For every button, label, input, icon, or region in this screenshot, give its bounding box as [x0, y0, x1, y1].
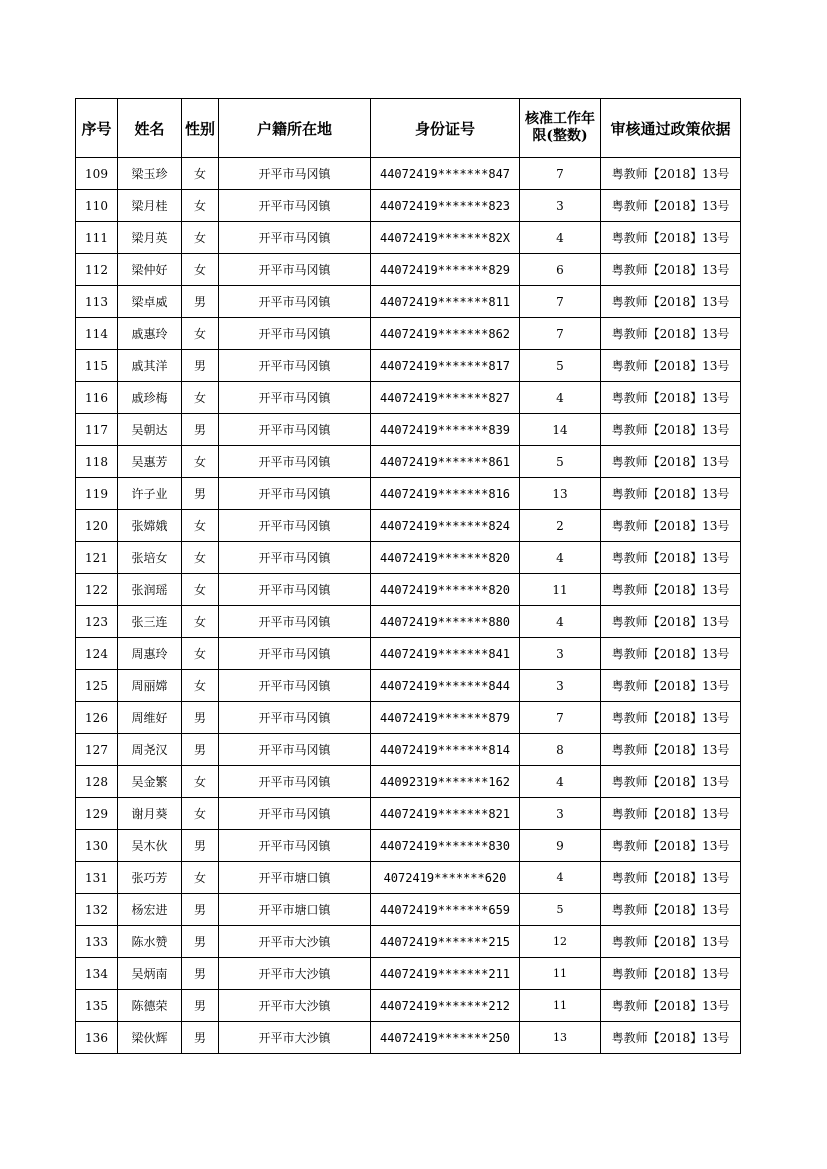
header-residence: 户籍所在地 — [219, 99, 371, 158]
cell-policy-basis: 粤教师【2018】13号 — [601, 318, 741, 350]
cell-gender: 女 — [182, 670, 219, 702]
cell-residence: 开平市马冈镇 — [219, 542, 371, 574]
cell-no: 135 — [76, 990, 118, 1022]
cell-gender: 男 — [182, 734, 219, 766]
cell-years: 2 — [520, 510, 601, 542]
cell-years: 12 — [520, 926, 601, 958]
cell-name: 杨宏进 — [118, 894, 182, 926]
cell-no: 128 — [76, 766, 118, 798]
cell-id-number: 44072419*******250 — [371, 1022, 520, 1054]
cell-residence: 开平市马冈镇 — [219, 510, 371, 542]
cell-gender: 女 — [182, 190, 219, 222]
cell-gender: 女 — [182, 606, 219, 638]
cell-gender: 女 — [182, 574, 219, 606]
cell-id-number: 44072419*******82X — [371, 222, 520, 254]
cell-no: 132 — [76, 894, 118, 926]
cell-gender: 男 — [182, 702, 219, 734]
cell-id-number: 44072419*******814 — [371, 734, 520, 766]
cell-name: 吴炳南 — [118, 958, 182, 990]
cell-gender: 男 — [182, 414, 219, 446]
header-name: 姓名 — [118, 99, 182, 158]
table-row — [76, 414, 741, 446]
cell-id-number: 44072419*******879 — [371, 702, 520, 734]
cell-name: 周维好 — [118, 702, 182, 734]
cell-residence: 开平市塘口镇 — [219, 862, 371, 894]
cell-residence: 开平市马冈镇 — [219, 798, 371, 830]
cell-name: 周惠玲 — [118, 638, 182, 670]
cell-name: 许子业 — [118, 478, 182, 510]
cell-no: 131 — [76, 862, 118, 894]
cell-name: 梁伙辉 — [118, 1022, 182, 1054]
cell-name: 陈德荣 — [118, 990, 182, 1022]
cell-name: 陈水赞 — [118, 926, 182, 958]
cell-gender: 女 — [182, 638, 219, 670]
table-row — [76, 926, 741, 958]
table-row — [76, 670, 741, 702]
cell-gender: 男 — [182, 830, 219, 862]
cell-name: 吴朝达 — [118, 414, 182, 446]
cell-name: 吴金繁 — [118, 766, 182, 798]
cell-policy-basis: 粤教师【2018】13号 — [601, 542, 741, 574]
cell-years: 3 — [520, 638, 601, 670]
cell-name: 梁卓威 — [118, 286, 182, 318]
cell-id-number: 44072419*******817 — [371, 350, 520, 382]
table-body — [76, 158, 741, 1054]
cell-policy-basis: 粤教师【2018】13号 — [601, 926, 741, 958]
cell-policy-basis: 粤教师【2018】13号 — [601, 158, 741, 190]
cell-residence: 开平市马冈镇 — [219, 190, 371, 222]
cell-years: 4 — [520, 766, 601, 798]
header-no: 序号 — [76, 99, 118, 158]
cell-residence: 开平市马冈镇 — [219, 446, 371, 478]
cell-years: 3 — [520, 670, 601, 702]
cell-residence: 开平市塘口镇 — [219, 894, 371, 926]
cell-name: 梁月桂 — [118, 190, 182, 222]
cell-policy-basis: 粤教师【2018】13号 — [601, 958, 741, 990]
cell-id-number: 44072419*******211 — [371, 958, 520, 990]
cell-id-number: 44092319*******162 — [371, 766, 520, 798]
cell-no: 130 — [76, 830, 118, 862]
table-row — [76, 350, 741, 382]
cell-no: 116 — [76, 382, 118, 414]
cell-id-number: 44072419*******820 — [371, 574, 520, 606]
cell-gender: 女 — [182, 254, 219, 286]
cell-policy-basis: 粤教师【2018】13号 — [601, 766, 741, 798]
cell-policy-basis: 粤教师【2018】13号 — [601, 1022, 741, 1054]
cell-id-number: 44072419*******841 — [371, 638, 520, 670]
cell-years: 11 — [520, 990, 601, 1022]
table-row — [76, 606, 741, 638]
cell-no: 126 — [76, 702, 118, 734]
cell-id-number: 44072419*******847 — [371, 158, 520, 190]
cell-name: 吴惠芳 — [118, 446, 182, 478]
cell-id-number: 44072419*******820 — [371, 542, 520, 574]
table-row — [76, 382, 741, 414]
cell-gender: 女 — [182, 862, 219, 894]
cell-years: 4 — [520, 222, 601, 254]
table-row — [76, 734, 741, 766]
table-row — [76, 830, 741, 862]
cell-no: 125 — [76, 670, 118, 702]
cell-gender: 男 — [182, 478, 219, 510]
cell-name: 戚惠玲 — [118, 318, 182, 350]
cell-gender: 女 — [182, 798, 219, 830]
cell-gender: 女 — [182, 510, 219, 542]
cell-id-number: 44072419*******827 — [371, 382, 520, 414]
cell-id-number: 44072419*******880 — [371, 606, 520, 638]
cell-gender: 女 — [182, 446, 219, 478]
cell-id-number: 44072419*******823 — [371, 190, 520, 222]
cell-gender: 女 — [182, 766, 219, 798]
cell-years: 6 — [520, 254, 601, 286]
cell-years: 5 — [520, 894, 601, 926]
table-row — [76, 638, 741, 670]
table-row — [76, 766, 741, 798]
cell-policy-basis: 粤教师【2018】13号 — [601, 830, 741, 862]
cell-residence: 开平市马冈镇 — [219, 318, 371, 350]
cell-years: 3 — [520, 190, 601, 222]
cell-years: 7 — [520, 286, 601, 318]
cell-policy-basis: 粤教师【2018】13号 — [601, 414, 741, 446]
cell-residence: 开平市马冈镇 — [219, 606, 371, 638]
table-row — [76, 222, 741, 254]
cell-residence: 开平市大沙镇 — [219, 958, 371, 990]
cell-name: 梁玉珍 — [118, 158, 182, 190]
header-basis: 审核通过政策依据 — [601, 99, 741, 158]
cell-policy-basis: 粤教师【2018】13号 — [601, 638, 741, 670]
cell-residence: 开平市马冈镇 — [219, 638, 371, 670]
cell-no: 123 — [76, 606, 118, 638]
table-row — [76, 958, 741, 990]
cell-gender: 男 — [182, 990, 219, 1022]
table-row — [76, 510, 741, 542]
cell-no: 119 — [76, 478, 118, 510]
cell-years: 7 — [520, 702, 601, 734]
cell-name: 戚其洋 — [118, 350, 182, 382]
header-gender: 性别 — [182, 99, 219, 158]
table-row — [76, 1022, 741, 1054]
table-row — [76, 254, 741, 286]
cell-name: 梁仲好 — [118, 254, 182, 286]
cell-no: 109 — [76, 158, 118, 190]
cell-id-number: 44072419*******844 — [371, 670, 520, 702]
table-row — [76, 990, 741, 1022]
cell-years: 4 — [520, 606, 601, 638]
cell-gender: 女 — [182, 318, 219, 350]
cell-gender: 男 — [182, 894, 219, 926]
teacher-roster-table — [75, 98, 741, 1054]
cell-policy-basis: 粤教师【2018】13号 — [601, 350, 741, 382]
cell-years: 13 — [520, 478, 601, 510]
cell-policy-basis: 粤教师【2018】13号 — [601, 606, 741, 638]
table-row — [76, 158, 741, 190]
cell-id-number: 4072419*******620 — [371, 862, 520, 894]
cell-name: 谢月葵 — [118, 798, 182, 830]
cell-name: 梁月英 — [118, 222, 182, 254]
cell-policy-basis: 粤教师【2018】13号 — [601, 190, 741, 222]
cell-years: 13 — [520, 1022, 601, 1054]
cell-id-number: 44072419*******839 — [371, 414, 520, 446]
cell-policy-basis: 粤教师【2018】13号 — [601, 702, 741, 734]
cell-no: 112 — [76, 254, 118, 286]
cell-years: 4 — [520, 382, 601, 414]
table-row — [76, 286, 741, 318]
cell-residence: 开平市马冈镇 — [219, 222, 371, 254]
cell-no: 129 — [76, 798, 118, 830]
cell-no: 120 — [76, 510, 118, 542]
cell-gender: 女 — [182, 158, 219, 190]
header-row — [76, 99, 741, 158]
cell-years: 5 — [520, 446, 601, 478]
cell-residence: 开平市马冈镇 — [219, 734, 371, 766]
cell-years: 5 — [520, 350, 601, 382]
cell-policy-basis: 粤教师【2018】13号 — [601, 478, 741, 510]
cell-residence: 开平市马冈镇 — [219, 478, 371, 510]
table-row — [76, 702, 741, 734]
cell-policy-basis: 粤教师【2018】13号 — [601, 222, 741, 254]
cell-years: 4 — [520, 542, 601, 574]
cell-gender: 女 — [182, 542, 219, 574]
cell-policy-basis: 粤教师【2018】13号 — [601, 798, 741, 830]
cell-residence: 开平市马冈镇 — [219, 830, 371, 862]
cell-policy-basis: 粤教师【2018】13号 — [601, 446, 741, 478]
cell-years: 7 — [520, 158, 601, 190]
table-row — [76, 478, 741, 510]
cell-residence: 开平市马冈镇 — [219, 766, 371, 798]
cell-no: 122 — [76, 574, 118, 606]
cell-years: 7 — [520, 318, 601, 350]
cell-no: 115 — [76, 350, 118, 382]
cell-name: 张润瑶 — [118, 574, 182, 606]
table-row — [76, 894, 741, 926]
cell-id-number: 44072419*******215 — [371, 926, 520, 958]
cell-policy-basis: 粤教师【2018】13号 — [601, 862, 741, 894]
table-row — [76, 190, 741, 222]
cell-id-number: 44072419*******861 — [371, 446, 520, 478]
table-row — [76, 446, 741, 478]
cell-policy-basis: 粤教师【2018】13号 — [601, 574, 741, 606]
cell-policy-basis: 粤教师【2018】13号 — [601, 894, 741, 926]
cell-name: 吴木伙 — [118, 830, 182, 862]
cell-policy-basis: 粤教师【2018】13号 — [601, 990, 741, 1022]
cell-id-number: 44072419*******829 — [371, 254, 520, 286]
cell-id-number: 44072419*******659 — [371, 894, 520, 926]
cell-gender: 男 — [182, 350, 219, 382]
cell-residence: 开平市马冈镇 — [219, 702, 371, 734]
cell-id-number: 44072419*******811 — [371, 286, 520, 318]
cell-years: 3 — [520, 798, 601, 830]
cell-residence: 开平市大沙镇 — [219, 926, 371, 958]
header-years: 核准工作年限(整数) — [520, 99, 601, 158]
cell-no: 118 — [76, 446, 118, 478]
cell-residence: 开平市马冈镇 — [219, 254, 371, 286]
cell-years: 4 — [520, 862, 601, 894]
cell-policy-basis: 粤教师【2018】13号 — [601, 510, 741, 542]
cell-policy-basis: 粤教师【2018】13号 — [601, 734, 741, 766]
cell-residence: 开平市马冈镇 — [219, 574, 371, 606]
cell-id-number: 44072419*******212 — [371, 990, 520, 1022]
cell-no: 133 — [76, 926, 118, 958]
cell-years: 8 — [520, 734, 601, 766]
cell-years: 11 — [520, 574, 601, 606]
cell-policy-basis: 粤教师【2018】13号 — [601, 670, 741, 702]
cell-years: 11 — [520, 958, 601, 990]
cell-residence: 开平市马冈镇 — [219, 158, 371, 190]
cell-name: 戚珍梅 — [118, 382, 182, 414]
table-row — [76, 798, 741, 830]
cell-years: 14 — [520, 414, 601, 446]
table-row — [76, 318, 741, 350]
cell-gender: 女 — [182, 222, 219, 254]
cell-no: 117 — [76, 414, 118, 446]
cell-residence: 开平市马冈镇 — [219, 350, 371, 382]
cell-gender: 女 — [182, 382, 219, 414]
cell-no: 127 — [76, 734, 118, 766]
cell-name: 张培女 — [118, 542, 182, 574]
cell-no: 111 — [76, 222, 118, 254]
cell-no: 113 — [76, 286, 118, 318]
cell-name: 周尧汉 — [118, 734, 182, 766]
cell-gender: 男 — [182, 958, 219, 990]
cell-residence: 开平市大沙镇 — [219, 1022, 371, 1054]
cell-no: 121 — [76, 542, 118, 574]
cell-residence: 开平市马冈镇 — [219, 670, 371, 702]
cell-no: 110 — [76, 190, 118, 222]
cell-id-number: 44072419*******821 — [371, 798, 520, 830]
cell-policy-basis: 粤教师【2018】13号 — [601, 382, 741, 414]
table-row — [76, 862, 741, 894]
table-row — [76, 542, 741, 574]
cell-residence: 开平市马冈镇 — [219, 286, 371, 318]
cell-gender: 男 — [182, 286, 219, 318]
cell-residence: 开平市马冈镇 — [219, 414, 371, 446]
cell-id-number: 44072419*******862 — [371, 318, 520, 350]
cell-name: 周丽嫦 — [118, 670, 182, 702]
cell-gender: 男 — [182, 1022, 219, 1054]
cell-residence: 开平市马冈镇 — [219, 382, 371, 414]
cell-residence: 开平市大沙镇 — [219, 990, 371, 1022]
header-id: 身份证号 — [371, 99, 520, 158]
cell-no: 124 — [76, 638, 118, 670]
cell-name: 张三连 — [118, 606, 182, 638]
cell-name: 张巧芳 — [118, 862, 182, 894]
cell-id-number: 44072419*******824 — [371, 510, 520, 542]
cell-no: 136 — [76, 1022, 118, 1054]
cell-no: 134 — [76, 958, 118, 990]
cell-no: 114 — [76, 318, 118, 350]
cell-policy-basis: 粤教师【2018】13号 — [601, 254, 741, 286]
table-row — [76, 574, 741, 606]
cell-name: 张嫦娥 — [118, 510, 182, 542]
cell-id-number: 44072419*******830 — [371, 830, 520, 862]
cell-years: 9 — [520, 830, 601, 862]
cell-id-number: 44072419*******816 — [371, 478, 520, 510]
cell-policy-basis: 粤教师【2018】13号 — [601, 286, 741, 318]
cell-gender: 男 — [182, 926, 219, 958]
